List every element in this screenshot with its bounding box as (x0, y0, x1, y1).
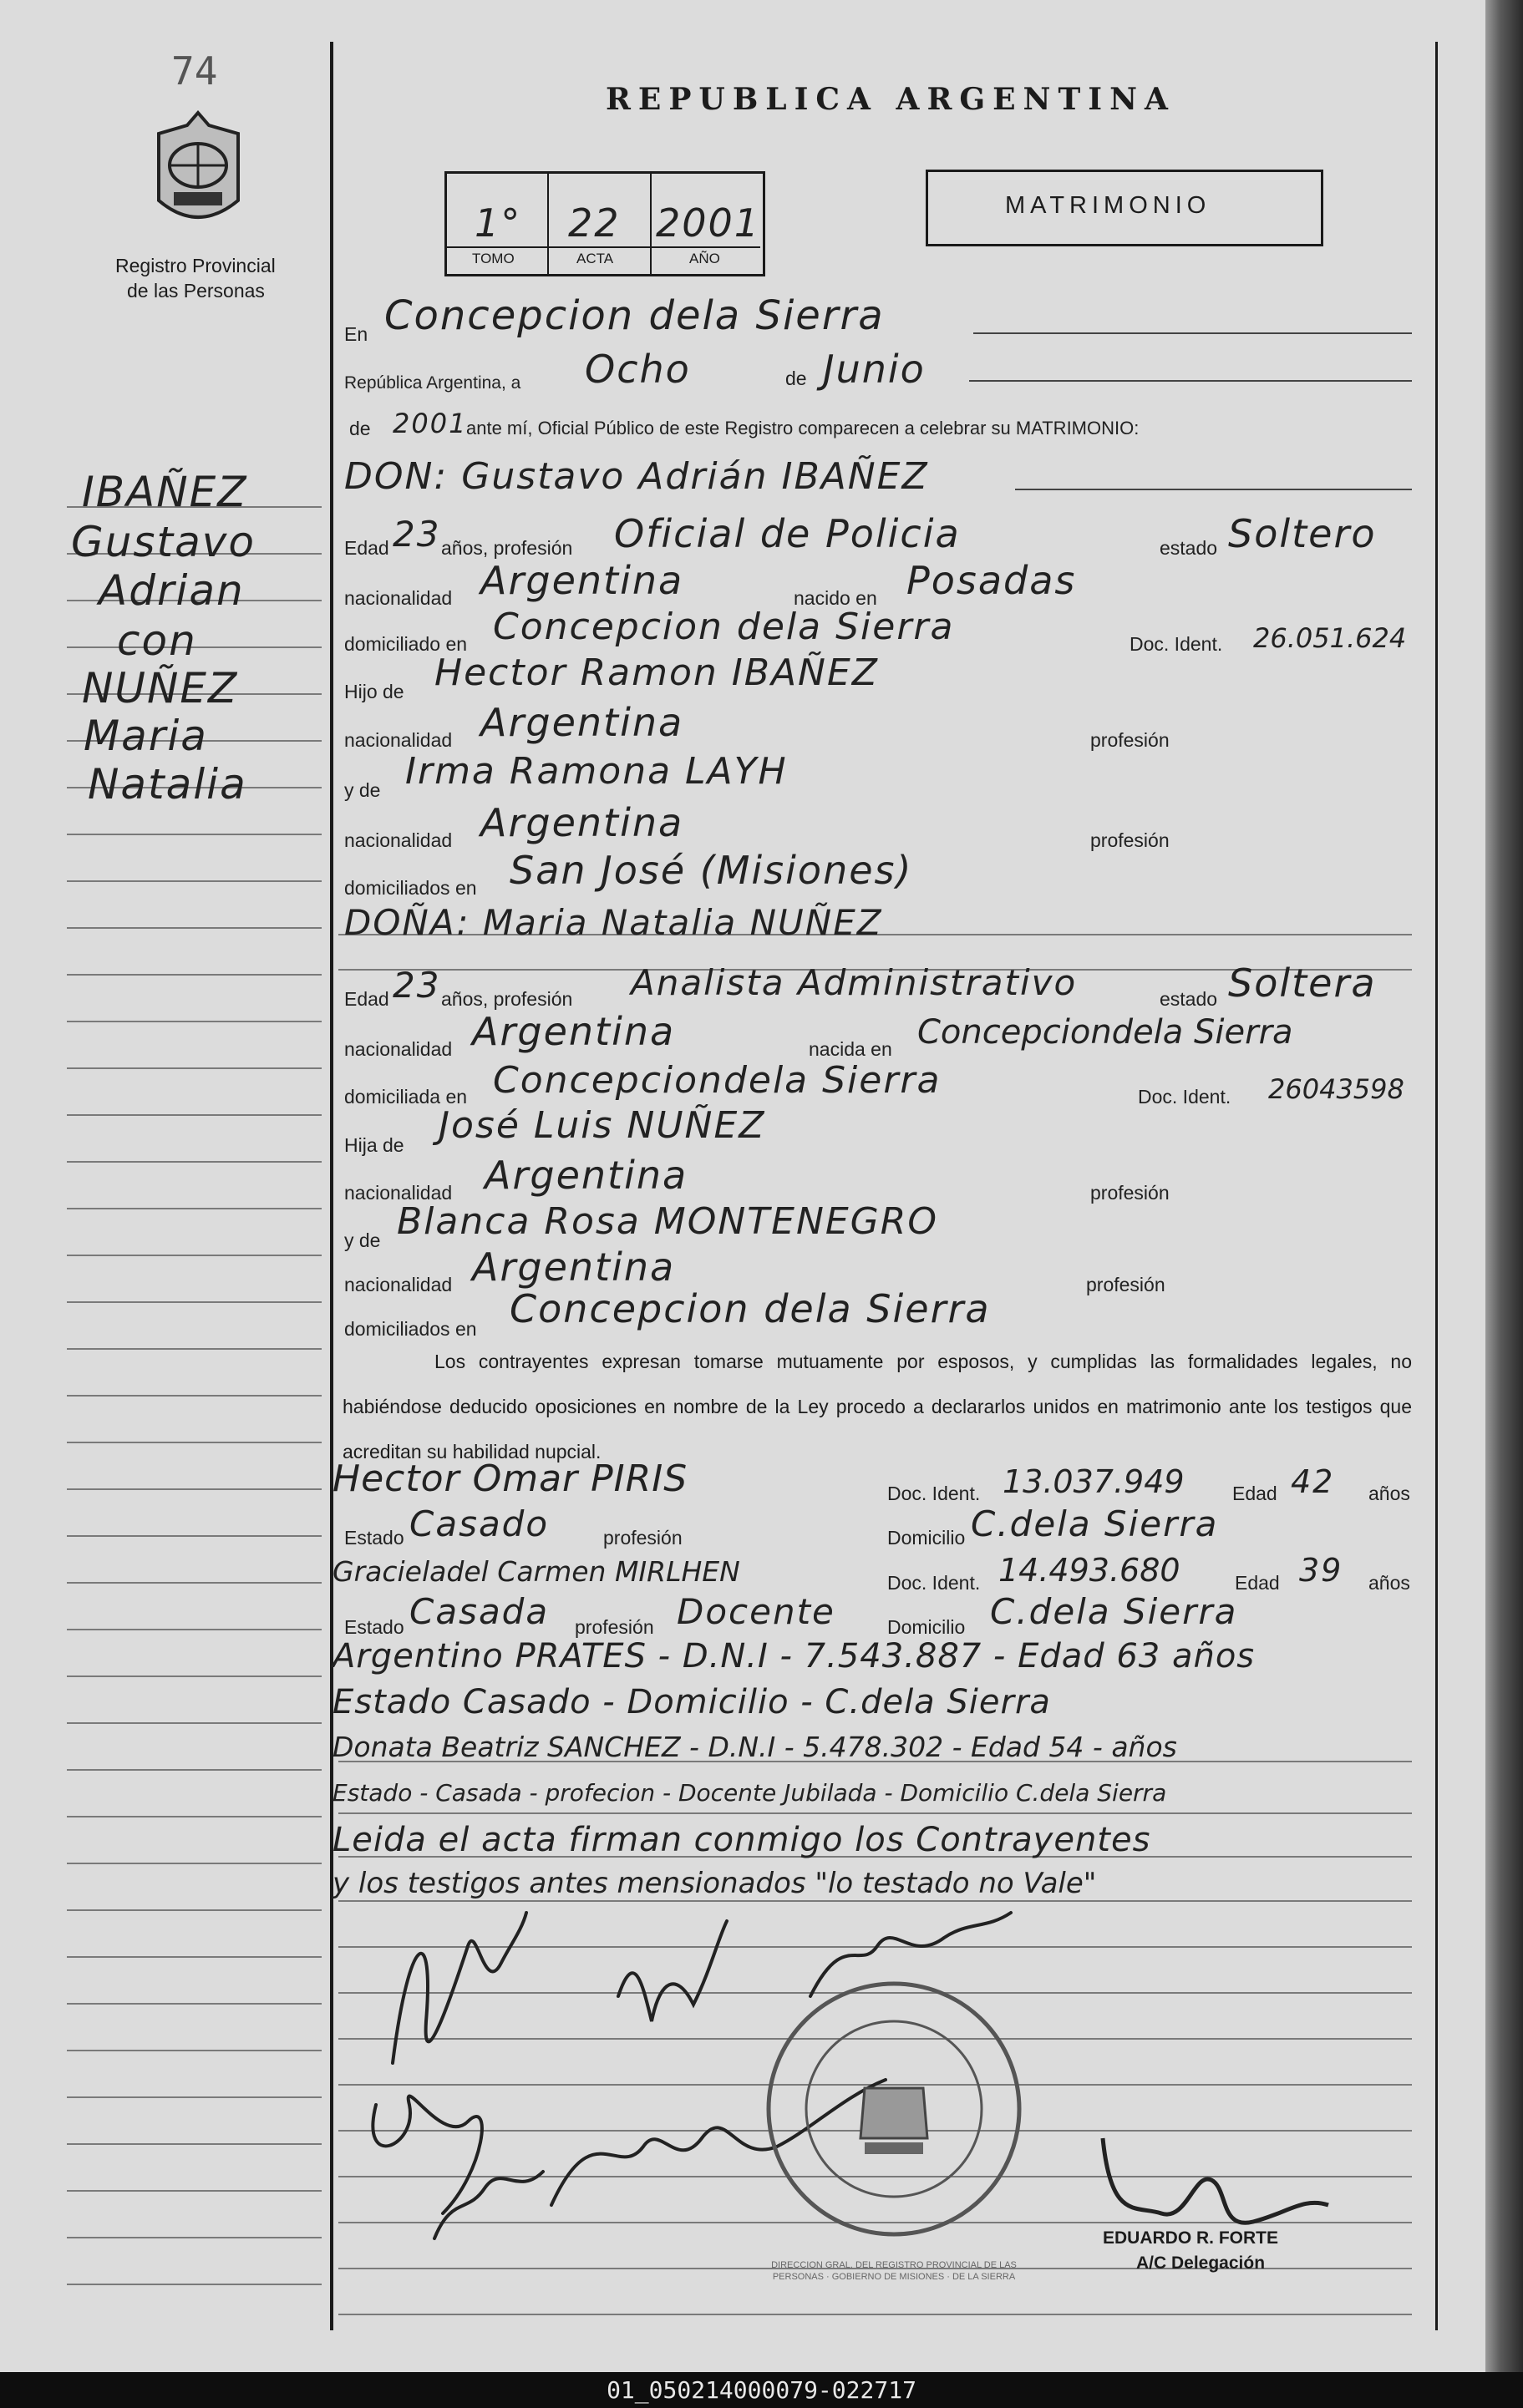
official-seal-icon (756, 1971, 1032, 2247)
margin-surname-2: NUÑEZ (82, 664, 239, 712)
margin-rule (67, 1722, 322, 1724)
body-rule (338, 1812, 1412, 1814)
ano-value: 2001 (656, 200, 761, 246)
margin-divider (330, 42, 333, 2330)
record-type: MATRIMONIO (1005, 192, 1211, 219)
margin-rule (67, 1021, 322, 1022)
day: Ocho (585, 347, 691, 392)
bride-profession: Analista Administrativo (631, 962, 1078, 1003)
witness2-name: Gracieladel Carmen MIRLHEN (333, 1555, 740, 1588)
groom-mother: Irma Ramona LAYH (405, 750, 788, 793)
bride-father-nationality: Argentina (485, 1153, 688, 1198)
book-binding (1485, 0, 1523, 2372)
margin-rule (67, 834, 322, 835)
margin-rule (67, 1863, 322, 1864)
witness1-doc: 13.037.949 (1003, 1463, 1185, 1500)
bride-address: Concepciondela Sierra (493, 1059, 942, 1102)
witness2-status: Casada (409, 1591, 550, 1632)
seal-text: DIRECCION GRAL. DEL REGISTRO PROVINCIAL DE LAS PERSONAS · GOBIERNO DE MISIONES · DE LA SIERRA (771, 2260, 1017, 2282)
groom-doc: 26.051.624 (1253, 622, 1407, 654)
bride-father: José Luis NUÑEZ (439, 1104, 766, 1147)
bride-doc: 26043598 (1268, 1073, 1404, 1105)
extra-line-5: Leida el acta firman conmigo los Contrayentes (333, 1821, 1151, 1859)
extra-line-3: Donata Beatriz SANCHEZ - D.N.I - 5.478.302 - Edad 54 - años (333, 1731, 1177, 1763)
page-right-border (1435, 42, 1438, 2330)
groom-mother-nationality: Argentina (480, 800, 684, 845)
witness2-address: C.dela Sierra (990, 1591, 1238, 1632)
margin-given-1a: Gustavo (71, 518, 256, 566)
margin-rule (67, 1301, 322, 1303)
margin-given-1b: Adrian (99, 566, 245, 615)
margin-given-2b: Natalia (88, 760, 247, 809)
groom-birthplace: Posadas (906, 558, 1077, 603)
groom-profession: Oficial de Policia (614, 511, 961, 556)
margin-surname-1: IBAÑEZ (82, 468, 248, 516)
extra-line-2: Estado Casado - Domicilio - C.dela Sierra (333, 1683, 1051, 1721)
tomo-value: 1° (475, 200, 522, 246)
witness1-address: C.dela Sierra (971, 1503, 1219, 1544)
witness1-age: 42 (1291, 1463, 1335, 1500)
witness1-name: Hector Omar PIRIS (333, 1457, 688, 1500)
margin-con: con (117, 616, 197, 665)
city: Concepcion dela Sierra (384, 292, 885, 339)
bride-nationality: Argentina (472, 1009, 676, 1054)
groom-age: 23 (393, 514, 441, 555)
margin-rule (67, 1114, 322, 1116)
margin-rule (67, 2096, 322, 2098)
margin-rule (67, 1816, 322, 1817)
groom-father: Hector Ramon IBAÑEZ (434, 651, 879, 694)
page-number: 74 (171, 48, 218, 94)
margin-rule (67, 880, 322, 882)
witness2-doc: 14.493.680 (998, 1552, 1180, 1589)
margin-rule (67, 2284, 322, 2285)
groom-status: Soltero (1228, 511, 1377, 556)
margin-rule (67, 2143, 322, 2145)
groom-name: DON: Gustavo Adrián IBAÑEZ (344, 455, 929, 498)
margin-rule (67, 1067, 322, 1069)
bride-name: DOÑA: Maria Natalia NUÑEZ (344, 902, 883, 943)
bride-mother: Blanca Rosa MONTENEGRO (397, 1200, 938, 1243)
bride-parents-address: Concepcion dela Sierra (510, 1286, 991, 1331)
margin-rule (67, 927, 322, 929)
footer-code: 01_050214000079-022717 (0, 2372, 1523, 2408)
margin-rule (67, 2237, 322, 2238)
margin-rule (67, 1488, 322, 1490)
registry-name-line2: de las Personas (127, 280, 265, 302)
margin-rule (67, 1909, 322, 1911)
witness2-age: 39 (1299, 1552, 1343, 1589)
registry-emblem-icon (150, 109, 246, 238)
bride-age: 23 (393, 965, 441, 1006)
margin-rule (67, 1535, 322, 1537)
witness1-status: Casado (409, 1503, 550, 1544)
year: 2001 (393, 408, 468, 439)
margin-rule (67, 2050, 322, 2051)
margin-rule (67, 1442, 322, 1443)
margin-rule (67, 1161, 322, 1163)
month: Junio (823, 347, 926, 392)
extra-line-6: y los testigos antes mensionados "lo testado no Vale" (333, 1867, 1097, 1900)
ano-label: AÑO (689, 251, 720, 266)
header-title: REPUBLICA ARGENTINA (606, 82, 1175, 117)
margin-rule (67, 1582, 322, 1584)
margin-rule (67, 1675, 322, 1677)
bride-status: Soltera (1228, 961, 1377, 1006)
groom-parents-address: San José (Misiones) (510, 848, 913, 893)
extra-line-4: Estado - Casada - profecion - Docente Jubilada - Domicilio C.dela Sierra (333, 1779, 1167, 1807)
groom-father-nationality: Argentina (480, 700, 684, 745)
margin-rule (67, 1395, 322, 1397)
witness2-profession: Docente (677, 1591, 835, 1632)
margin-rule (67, 1208, 322, 1209)
margin-rule (67, 2003, 322, 2005)
intro-text: ante mí, Oficial Público de este Registro comparecen a celebrar su MATRIMONIO: (466, 418, 1140, 439)
bride-birthplace: Concepciondela Sierra (917, 1013, 1293, 1052)
extra-line-1: Argentino PRATES - D.N.I - 7.543.887 - Edad 63 años (333, 1637, 1256, 1675)
margin-rule (67, 1629, 322, 1630)
margin-rule (67, 1255, 322, 1256)
margin-rule (67, 974, 322, 976)
groom-address: Concepcion dela Sierra (493, 606, 955, 648)
body-rule (338, 2314, 1412, 2315)
margin-rule (67, 1348, 322, 1350)
margin-given-2a: Maria (84, 712, 208, 760)
declaration-text: Los contrayentes expresan tomarse mutuamente por esposos, y cumplidas las formalidades legales, no habiéndose deducido oposiciones en nombre de la Ley procedo a declararlos unidos en matrimonio ante los testigos que acreditan su habilidad nupcial. (343, 1351, 1412, 1463)
officer-title: A/C Delegación (1136, 2253, 1266, 2273)
groom-nationality: Argentina (480, 558, 684, 603)
margin-rule (67, 1769, 322, 1771)
registry-name-line1: Registro Provincial (115, 255, 276, 276)
acta-value: 22 (568, 200, 621, 246)
margin-rule (67, 1956, 322, 1958)
acta-label: ACTA (576, 251, 614, 266)
tomo-label: TOMO (472, 251, 515, 266)
margin-rule (67, 2190, 322, 2192)
officer-name: EDUARDO R. FORTE (1103, 2228, 1278, 2248)
bride-mother-nationality: Argentina (472, 1245, 676, 1290)
